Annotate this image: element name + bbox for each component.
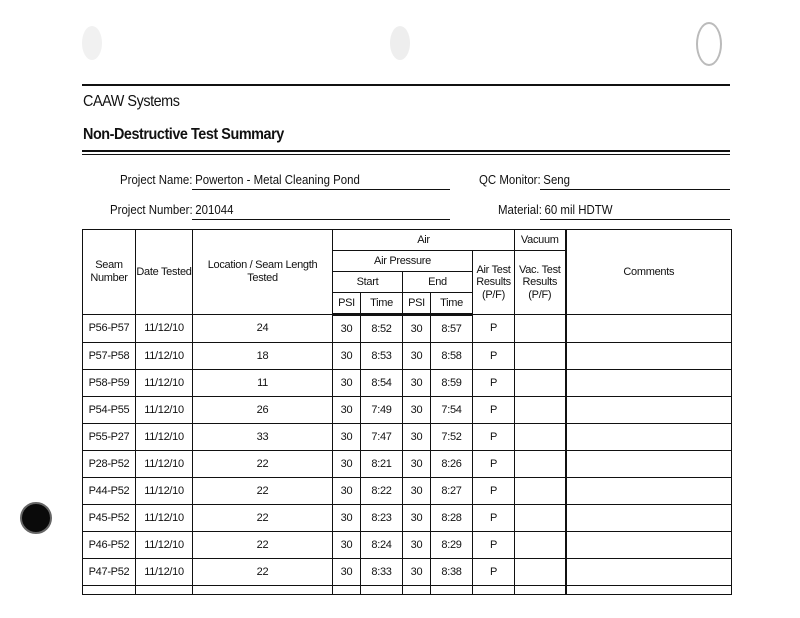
project-name-value: Powerton - Metal Cleaning Pond [195, 172, 360, 187]
binder-hole-right [696, 22, 722, 66]
comments-cell [566, 397, 732, 424]
vac-result-cell [515, 315, 566, 343]
header-time-start: Time [361, 293, 403, 315]
seam-length-cell: 22 [193, 505, 333, 532]
date-tested-cell: 11/12/10 [136, 424, 193, 451]
header-psi-start: PSI [333, 293, 361, 315]
air-result-cell: P [473, 315, 515, 343]
header-vac-test-results: Vac. Test Results (P/F) [515, 251, 566, 315]
time-end-cell: 7:54 [431, 397, 473, 424]
time-start-cell: 7:49 [361, 397, 403, 424]
header-air-pressure: Air Pressure [333, 251, 473, 272]
vac-result-cell [515, 451, 566, 478]
time-start-cell: 8:22 [361, 478, 403, 505]
psi-start-cell: 30 [333, 532, 361, 559]
date-tested-cell: 11/12/10 [136, 397, 193, 424]
date-tested-cell: 11/12/10 [136, 505, 193, 532]
time-end-cell: 7:52 [431, 424, 473, 451]
table-row [83, 397, 732, 424]
time-end-cell: 8:59 [431, 370, 473, 397]
table-row [83, 424, 732, 451]
seam-length-cell: 33 [193, 424, 333, 451]
psi-start-cell: 30 [333, 315, 361, 343]
date-tested-cell: 11/12/10 [136, 478, 193, 505]
seam-length-cell: 11 [193, 370, 333, 397]
document-title: Non-Destructive Test Summary [83, 126, 284, 143]
psi-start-cell: 30 [333, 370, 361, 397]
psi-start-cell: 30 [333, 424, 361, 451]
time-end-cell: 8:27 [431, 478, 473, 505]
project-number-value: 201044 [195, 202, 234, 217]
material-value: 60 mil HDTW [544, 202, 613, 217]
time-start-cell: 8:54 [361, 370, 403, 397]
binder-hole-left [82, 26, 102, 60]
cutoff-cell [403, 586, 431, 595]
seam-number-cell: P47-P52 [83, 559, 136, 586]
seam-number-cell: P56-P57 [83, 315, 136, 343]
header-air: Air [333, 230, 515, 251]
table-row [83, 478, 732, 505]
header-comments: Comments [566, 230, 732, 315]
cutoff-cell [83, 586, 136, 595]
project-name-label: Project Name: [120, 172, 193, 187]
header-location: Location / Seam Length Tested [193, 230, 333, 315]
psi-end-cell: 30 [403, 451, 431, 478]
psi-end-cell: 30 [403, 343, 431, 370]
time-start-cell: 8:23 [361, 505, 403, 532]
date-tested-cell: 11/12/10 [136, 532, 193, 559]
vac-result-cell [515, 397, 566, 424]
cutoff-cell [361, 586, 403, 595]
header-psi-end: PSI [403, 293, 431, 315]
psi-end-cell: 30 [403, 370, 431, 397]
comments-cell [566, 370, 732, 397]
seam-number-cell: P55-P27 [83, 424, 136, 451]
psi-start-cell: 30 [333, 397, 361, 424]
project-name-underline [192, 189, 450, 190]
seam-number-cell: P54-P55 [83, 397, 136, 424]
psi-end-cell: 30 [403, 532, 431, 559]
material-label: Material: [498, 202, 542, 217]
psi-end-cell: 30 [403, 315, 431, 343]
title-rule-thin [82, 154, 730, 155]
time-end-cell: 8:38 [431, 559, 473, 586]
cutoff-cell [431, 586, 473, 595]
comments-cell [566, 315, 732, 343]
table-row [83, 370, 732, 397]
seam-number-cell: P45-P52 [83, 505, 136, 532]
psi-start-cell: 30 [333, 451, 361, 478]
air-result-cell: P [473, 370, 515, 397]
psi-end-cell: 30 [403, 424, 431, 451]
header-start: Start [333, 272, 403, 293]
time-start-cell: 8:24 [361, 532, 403, 559]
vac-result-cell [515, 343, 566, 370]
psi-start-cell: 30 [333, 343, 361, 370]
vac-result-cell [515, 424, 566, 451]
seam-length-cell: 22 [193, 451, 333, 478]
seam-length-cell: 18 [193, 343, 333, 370]
comments-cell [566, 478, 732, 505]
psi-end-cell: 30 [403, 478, 431, 505]
qc-monitor-field [479, 172, 570, 187]
vac-result-cell [515, 532, 566, 559]
time-start-cell: 8:33 [361, 559, 403, 586]
qc-monitor-underline [540, 189, 730, 190]
comments-cell [566, 451, 732, 478]
project-number-underline [192, 219, 450, 220]
seam-length-cell: 22 [193, 559, 333, 586]
table-row [83, 532, 732, 559]
time-end-cell: 8:57 [431, 315, 473, 343]
qc-monitor-value: Seng [543, 172, 571, 187]
header-time-end: Time [431, 293, 473, 315]
seam-number-cell: P44-P52 [83, 478, 136, 505]
header-vacuum: Vacuum [515, 230, 566, 251]
time-start-cell: 8:52 [361, 315, 403, 343]
seam-number-cell: P46-P52 [83, 532, 136, 559]
vac-result-cell [515, 505, 566, 532]
project-name-field [120, 172, 360, 187]
cutoff-cell [473, 586, 515, 595]
psi-end-cell: 30 [403, 559, 431, 586]
psi-start-cell: 30 [333, 559, 361, 586]
punch-hole-mark [20, 502, 52, 534]
table-row [83, 451, 732, 478]
psi-start-cell: 30 [333, 478, 361, 505]
air-result-cell: P [473, 451, 515, 478]
title-rule [82, 150, 730, 152]
air-result-cell: P [473, 532, 515, 559]
air-result-cell: P [473, 424, 515, 451]
comments-cell [566, 505, 732, 532]
table-row-cutoff [83, 586, 732, 595]
binder-hole-middle [390, 26, 410, 60]
header-top-rule [82, 84, 730, 86]
material-field [498, 202, 613, 217]
vac-result-cell [515, 478, 566, 505]
psi-start-cell: 30 [333, 505, 361, 532]
material-underline [540, 219, 730, 220]
date-tested-cell: 11/12/10 [136, 451, 193, 478]
time-start-cell: 7:47 [361, 424, 403, 451]
qc-monitor-label: QC Monitor: [479, 172, 541, 187]
cutoff-cell [193, 586, 333, 595]
air-result-cell: P [473, 559, 515, 586]
comments-cell [566, 424, 732, 451]
time-end-cell: 8:26 [431, 451, 473, 478]
air-result-cell: P [473, 397, 515, 424]
air-result-cell: P [473, 343, 515, 370]
table-row [83, 559, 732, 586]
date-tested-cell: 11/12/10 [136, 370, 193, 397]
seam-length-cell: 22 [193, 478, 333, 505]
date-tested-cell: 11/12/10 [136, 559, 193, 586]
vac-result-cell [515, 370, 566, 397]
cutoff-cell [136, 586, 193, 595]
project-number-label: Project Number: [110, 202, 193, 217]
date-tested-cell: 11/12/10 [136, 315, 193, 343]
table-row [83, 505, 732, 532]
comments-cell [566, 532, 732, 559]
project-number-field [110, 202, 233, 217]
psi-end-cell: 30 [403, 505, 431, 532]
time-end-cell: 8:58 [431, 343, 473, 370]
time-start-cell: 8:53 [361, 343, 403, 370]
time-end-cell: 8:29 [431, 532, 473, 559]
seam-length-cell: 24 [193, 315, 333, 343]
seam-length-cell: 26 [193, 397, 333, 424]
table-row [83, 343, 732, 370]
seam-number-cell: P57-P58 [83, 343, 136, 370]
company-name: CAAW Systems [83, 93, 180, 110]
cutoff-cell [515, 586, 566, 595]
vac-result-cell [515, 559, 566, 586]
header-date-tested: Date Tested [136, 230, 193, 315]
psi-end-cell: 30 [403, 397, 431, 424]
date-tested-cell: 11/12/10 [136, 343, 193, 370]
comments-cell [566, 343, 732, 370]
seam-length-cell: 22 [193, 532, 333, 559]
seam-number-cell: P58-P59 [83, 370, 136, 397]
seam-number-cell: P28-P52 [83, 451, 136, 478]
comments-cell [566, 559, 732, 586]
test-summary-table [82, 229, 732, 595]
header-air-test-results: Air Test Results (P/F) [473, 251, 515, 315]
time-end-cell: 8:28 [431, 505, 473, 532]
table-row [83, 315, 732, 343]
header-seam-number: Seam Number [83, 230, 136, 315]
header-end: End [403, 272, 473, 293]
air-result-cell: P [473, 478, 515, 505]
air-result-cell: P [473, 505, 515, 532]
cutoff-cell [566, 586, 732, 595]
cutoff-cell [333, 586, 361, 595]
time-start-cell: 8:21 [361, 451, 403, 478]
